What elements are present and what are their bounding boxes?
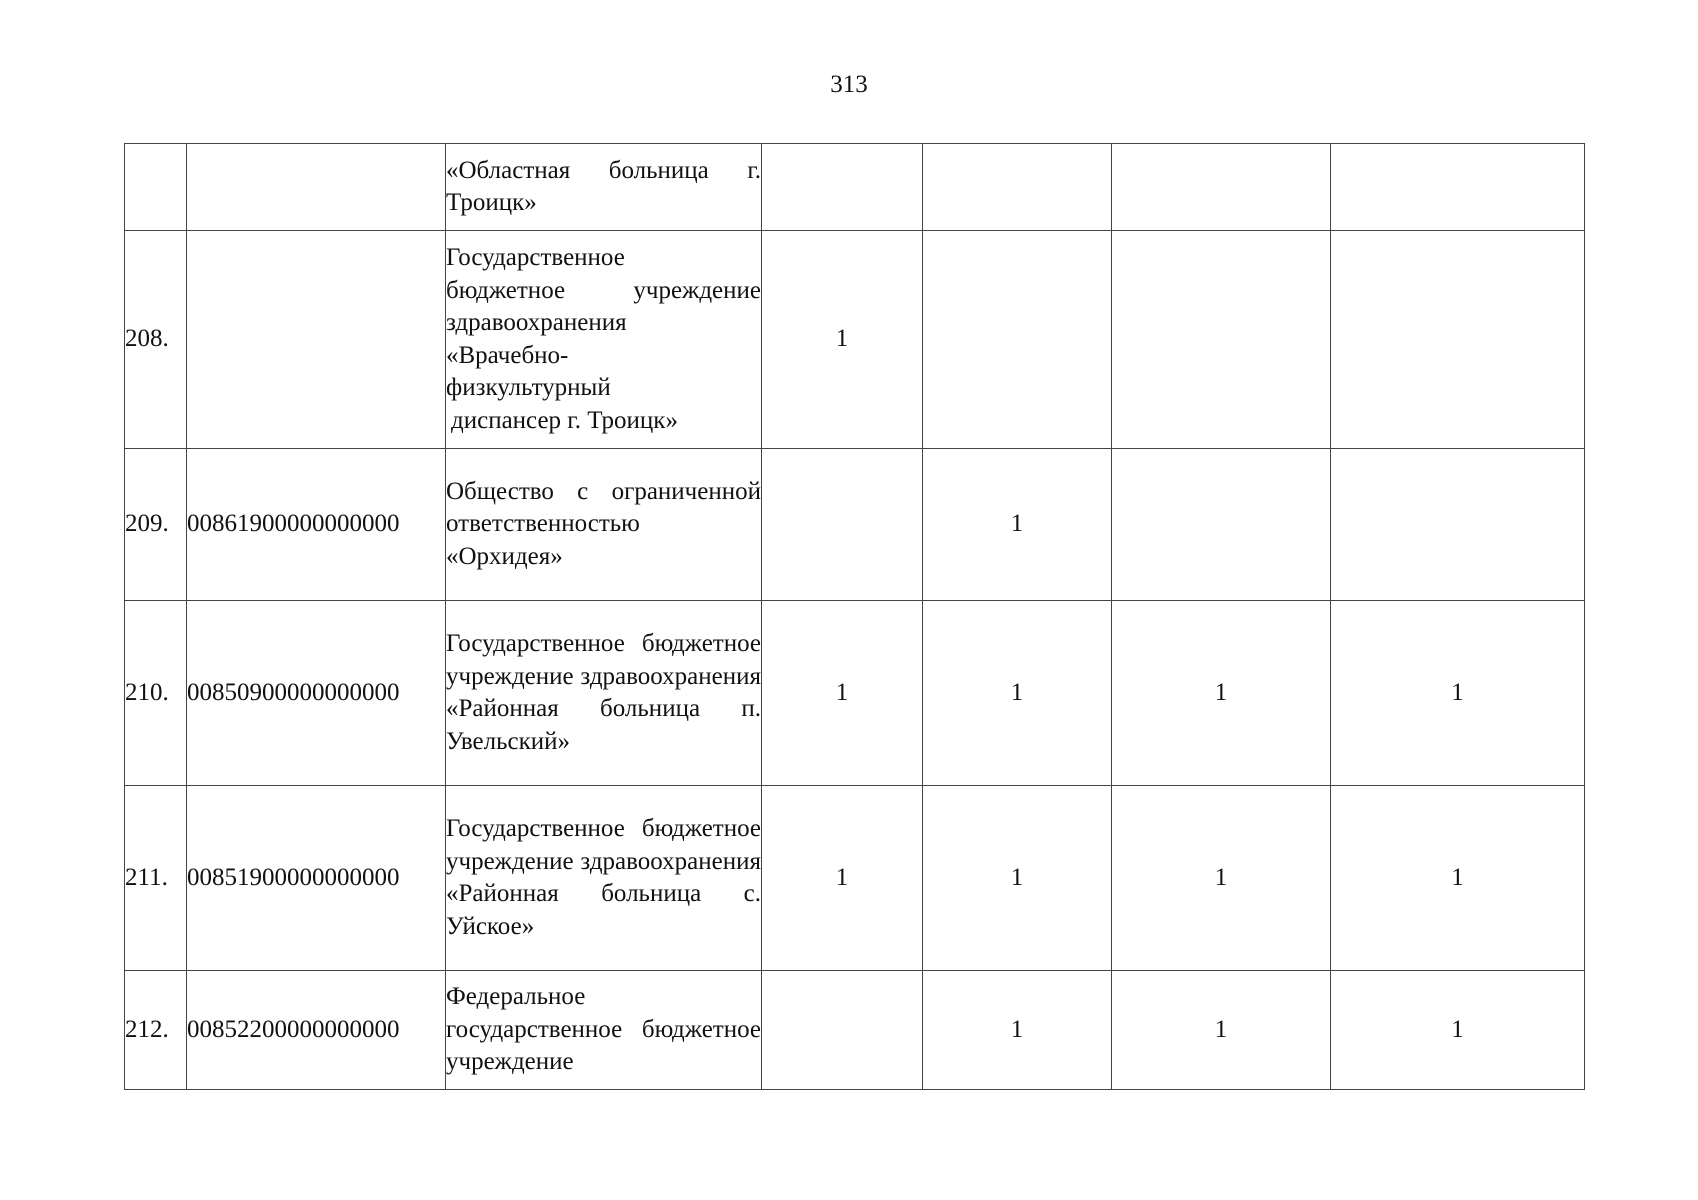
row-code (187, 231, 446, 449)
row-name-line: бюджетное учреждение (446, 276, 761, 304)
row-name-line: здравоохранения (446, 309, 627, 336)
row-value-1 (762, 144, 923, 231)
table-row (125, 601, 1585, 786)
row-value-4: 1 (1331, 786, 1585, 971)
row-name-line: физкультурный (446, 374, 611, 401)
table-row (125, 231, 1585, 449)
row-code: 00852200000000000 (187, 971, 446, 1090)
row-number: 210. (125, 601, 187, 786)
page-number: 313 (830, 71, 868, 98)
row-number (125, 144, 187, 231)
row-number: 209. (125, 449, 187, 601)
row-name: «Областная больница г. Троицк» (446, 144, 762, 231)
row-code: 00851900000000000 (187, 786, 446, 971)
row-number: 212. (125, 971, 187, 1090)
row-name-line: Государственное (446, 244, 625, 271)
row-code: 00850900000000000 (187, 601, 446, 786)
row-name: Государственное бюджетное учреждение здравоохранения «Районная больница п. Увельский» (446, 601, 762, 786)
row-value-1: 1 (762, 786, 923, 971)
row-name-line: «Врачебно- (446, 341, 569, 369)
row-value-1 (762, 971, 923, 1090)
row-code: 00861900000000000 (187, 449, 446, 601)
row-value-3 (1112, 449, 1331, 601)
row-value-3 (1112, 144, 1331, 231)
row-value-3: 1 (1112, 786, 1331, 971)
row-value-4: 1 (1331, 971, 1585, 1090)
row-value-1: 1 (762, 231, 923, 449)
row-value-4: 1 (1331, 601, 1585, 786)
row-value-3 (1112, 231, 1331, 449)
row-value-4 (1331, 231, 1585, 449)
table-row (125, 449, 1585, 601)
table-row (125, 144, 1585, 231)
row-number: 208. (125, 231, 187, 449)
row-name: Общество с ограниченной ответственностью «Орхидея» (446, 449, 762, 601)
row-value-1: 1 (762, 601, 923, 786)
row-code (187, 144, 446, 231)
row-name-line: диспансер г. Троицк» (451, 406, 678, 434)
registry-table (124, 143, 1585, 1090)
row-name: Федеральное государственное бюджетное учреждение (446, 971, 762, 1090)
row-number: 211. (125, 786, 187, 971)
row-value-4 (1331, 449, 1585, 601)
row-value-2 (923, 231, 1112, 449)
row-value-2 (923, 144, 1112, 231)
row-value-4 (1331, 144, 1585, 231)
row-value-2: 1 (923, 971, 1112, 1090)
table-row (125, 786, 1585, 971)
row-value-2: 1 (923, 449, 1112, 601)
row-value-3: 1 (1112, 971, 1331, 1090)
row-value-1 (762, 449, 923, 601)
row-value-2: 1 (923, 786, 1112, 971)
row-value-3: 1 (1112, 601, 1331, 786)
row-value-2: 1 (923, 601, 1112, 786)
row-name (446, 231, 762, 449)
row-name: Государственное бюджетное учреждение здравоохранения «Районная больница с. Уйское» (446, 786, 762, 971)
table-row (125, 971, 1585, 1090)
